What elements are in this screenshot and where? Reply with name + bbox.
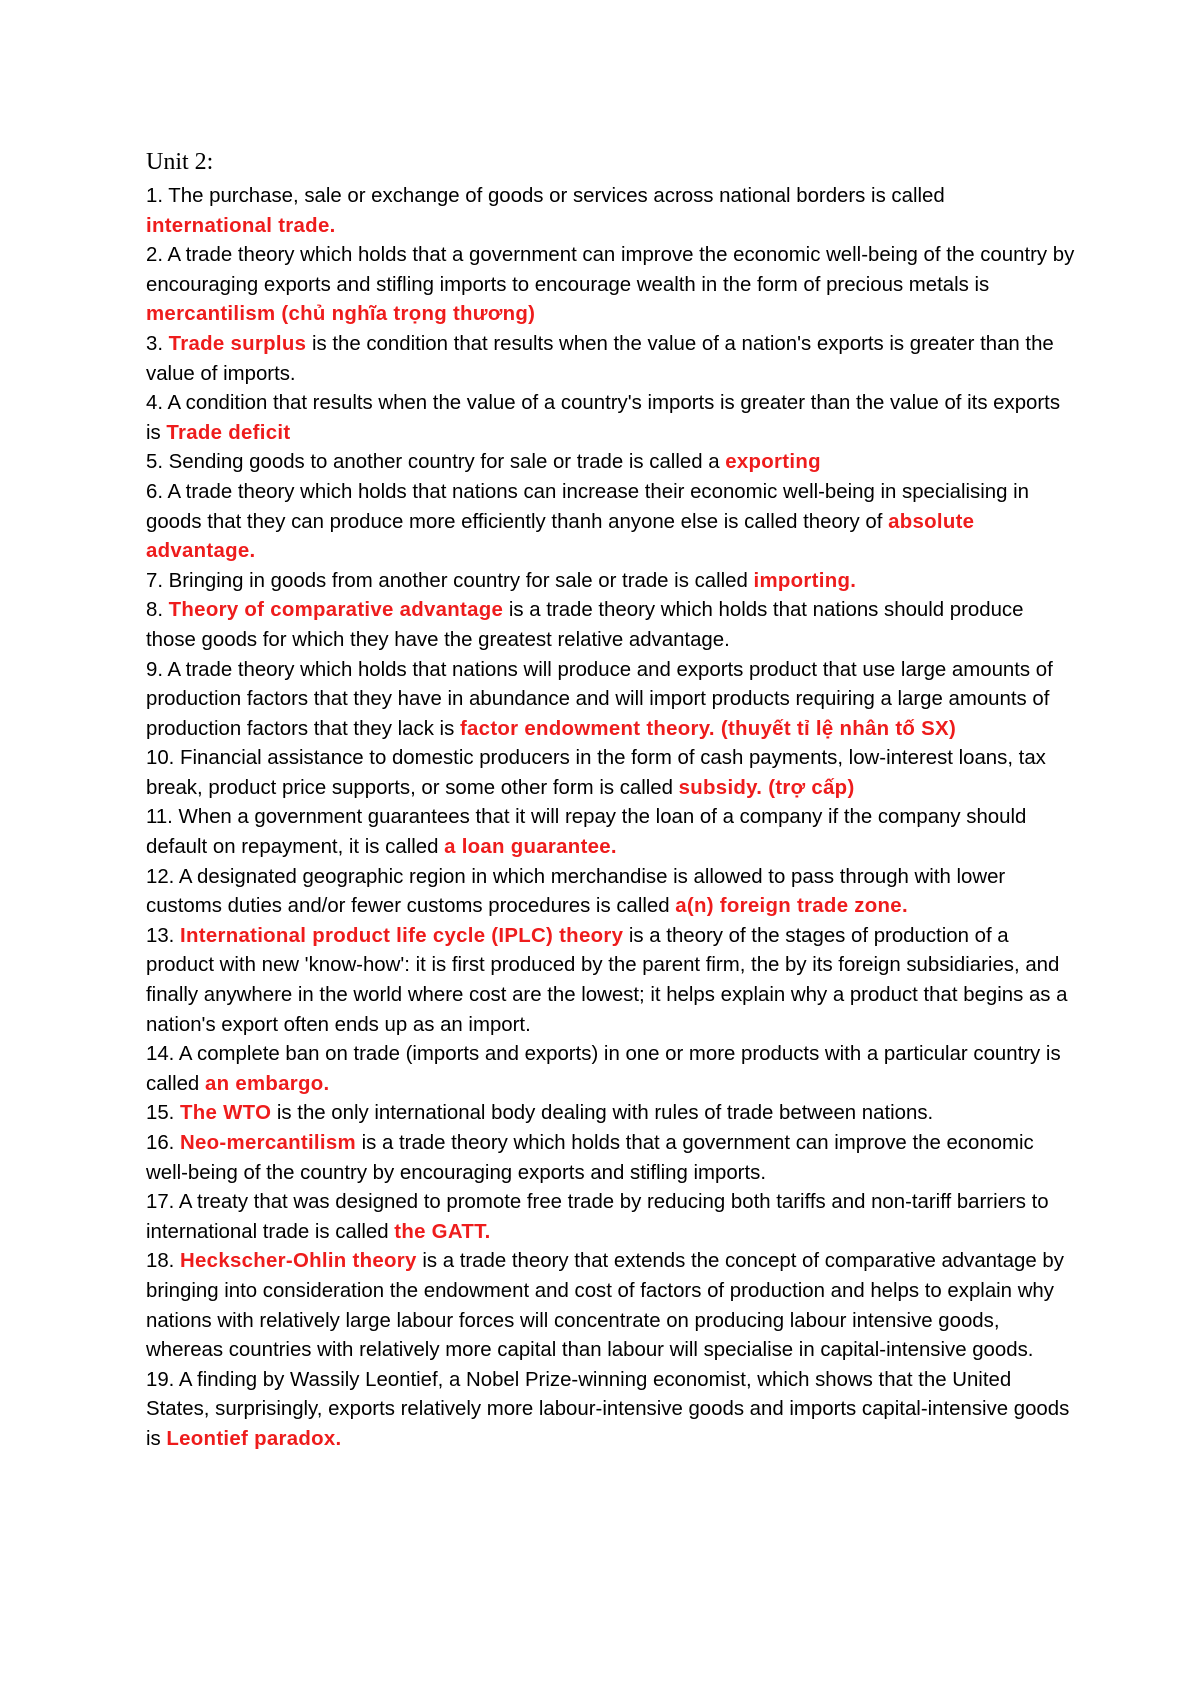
- question-text: 9. A trade theory which holds that nations will produce and exports product that use large amounts of production factors that they have in abundance and will import products requiring a large amounts of production factors that they lack is: [146, 658, 1053, 740]
- answer-text: international trade.: [146, 214, 336, 237]
- question-item: [146, 803, 1076, 862]
- answer-text: exporting: [725, 451, 821, 474]
- question-text: 7. Bringing in goods from another country for sale or trade is called: [146, 569, 754, 592]
- question-item: [146, 478, 1076, 567]
- answer-text: the GATT.: [394, 1220, 491, 1243]
- question-text: 8.: [146, 599, 169, 622]
- question-text: 10. Financial assistance to domestic producers in the form of cash payments, low-interest loans, tax break, product price supports, or some other form is called: [146, 747, 1046, 799]
- answer-text: Neo-mercantilism: [180, 1132, 356, 1154]
- question-text: 13.: [146, 924, 181, 947]
- question-text: 15.: [146, 1102, 181, 1125]
- question-text: 6. A trade theory which holds that nations can increase their economic well-being in specialising in goods that they can produce more efficiently thanh anyone else is called theory of: [146, 480, 1029, 533]
- answer-text: Leontief paradox.: [166, 1427, 342, 1450]
- question-item: [146, 1188, 1076, 1247]
- question-text: 11. When a government guarantees that it will repay the loan of a company if the company should default on repayment, it is called: [146, 806, 1027, 859]
- answer-text: Trade surplus: [168, 332, 307, 355]
- question-text: is a trade theory which holds that nations should produce those goods for which they have the greatest relative advantage.: [146, 599, 1024, 651]
- answer-text: factor endowment theory. (thuyết tỉ lệ nhân tố SX): [459, 717, 957, 740]
- question-text: 16.: [146, 1132, 181, 1154]
- page-title: Unit 2:: [146, 149, 214, 175]
- question-text: is a trade theory which holds that a government can improve the economic well-being of the country by encouraging exports and stifling imports.: [146, 1132, 1034, 1184]
- question-text: 4. A condition that results when the value of a country's imports is greater than the value of its exports is: [146, 392, 1061, 444]
- answer-text: subsidy. (trợ cấp): [678, 776, 855, 799]
- answer-text: Theory of comparative advantage: [168, 599, 504, 622]
- question-item: [146, 1366, 1076, 1455]
- question-item: [146, 596, 1076, 655]
- question-item: [146, 448, 1076, 478]
- answer-text: Heckscher-Ohlin theory: [180, 1250, 417, 1273]
- question-text: is a theory of the stages of production of a product with new 'know-how': it is first produced by the parent firm, the by its foreign subsidiaries, and finally anywhere in the world where cost are the lowest; it helps explain why a product that begins as a nation's export often ends up as an import.: [146, 924, 1068, 1036]
- question-item: [146, 1099, 1076, 1129]
- question-text: 3.: [146, 332, 169, 355]
- question-item: [146, 241, 1076, 330]
- answer-text: International product life cycle (IPLC) theory: [180, 924, 624, 947]
- answer-text: a(n) foreign trade zone.: [675, 895, 908, 918]
- question-item: [146, 863, 1076, 922]
- question-text: 19. A finding by Wassily Leontief, a Nobel Prize-winning economist, which shows that the United States, surprisingly, exports relatively more labour-intensive goods and imports capital-intensive goods is: [146, 1368, 1070, 1450]
- question-text: 17. A treaty that was designed to promote free trade by reducing both tariffs and non-tariff barriers to international trade is called: [146, 1191, 1049, 1243]
- question-text: 14. A complete ban on trade (imports and exports) in one or more products with a particular country is called: [146, 1043, 1061, 1095]
- answer-text: absolute advantage.: [146, 510, 975, 563]
- question-item: [146, 656, 1076, 745]
- answer-text: The WTO: [180, 1102, 272, 1125]
- answer-text: mercantilism (chủ nghĩa trọng thương): [146, 303, 536, 326]
- question-list: [146, 182, 1076, 1455]
- question-text: is a trade theory that extends the concept of comparative advantage by bringing into consideration the endowment and cost of factors of production and helps to explain why nations with relatively large labour forces will concentrate on producing labour intensive goods, whereas countries with relatively more capital than labour will specialise in capital-intensive goods.: [146, 1250, 1064, 1362]
- answer-text: a loan guarantee.: [444, 836, 617, 859]
- question-text: 1. The purchase, sale or exchange of goods or services across national borders is called: [146, 185, 945, 207]
- answer-text: an embargo.: [204, 1072, 330, 1095]
- question-text: 2. A trade theory which holds that a government can improve the economic well-being of the country by encouraging exports and stifling imports to encourage wealth in the form of precious metals is: [146, 244, 1075, 296]
- question-text: is the only international body dealing with rules of trade between nations.: [271, 1102, 934, 1125]
- question-text: 5. Sending goods to another country for sale or trade is called a: [146, 451, 726, 474]
- question-item: [146, 1247, 1076, 1365]
- question-item: [146, 182, 1076, 241]
- answer-text: importing.: [753, 569, 857, 592]
- question-item: [146, 922, 1076, 1040]
- answer-text: Trade deficit: [166, 421, 291, 444]
- question-text: 12. A designated geographic region in which merchandise is allowed to pass through with lower customs duties and/or fewer customs procedures is called: [146, 865, 1006, 918]
- question-text: 18.: [146, 1250, 181, 1273]
- question-item: [146, 1040, 1076, 1099]
- document-page: [146, 146, 1076, 1455]
- question-item: [146, 1129, 1076, 1188]
- question-item: [146, 389, 1076, 448]
- question-text: is the condition that results when the value of a nation's exports is greater than the value of imports.: [146, 332, 1054, 385]
- question-item: [146, 744, 1076, 803]
- question-item: [146, 330, 1076, 389]
- question-item: [146, 567, 1076, 597]
